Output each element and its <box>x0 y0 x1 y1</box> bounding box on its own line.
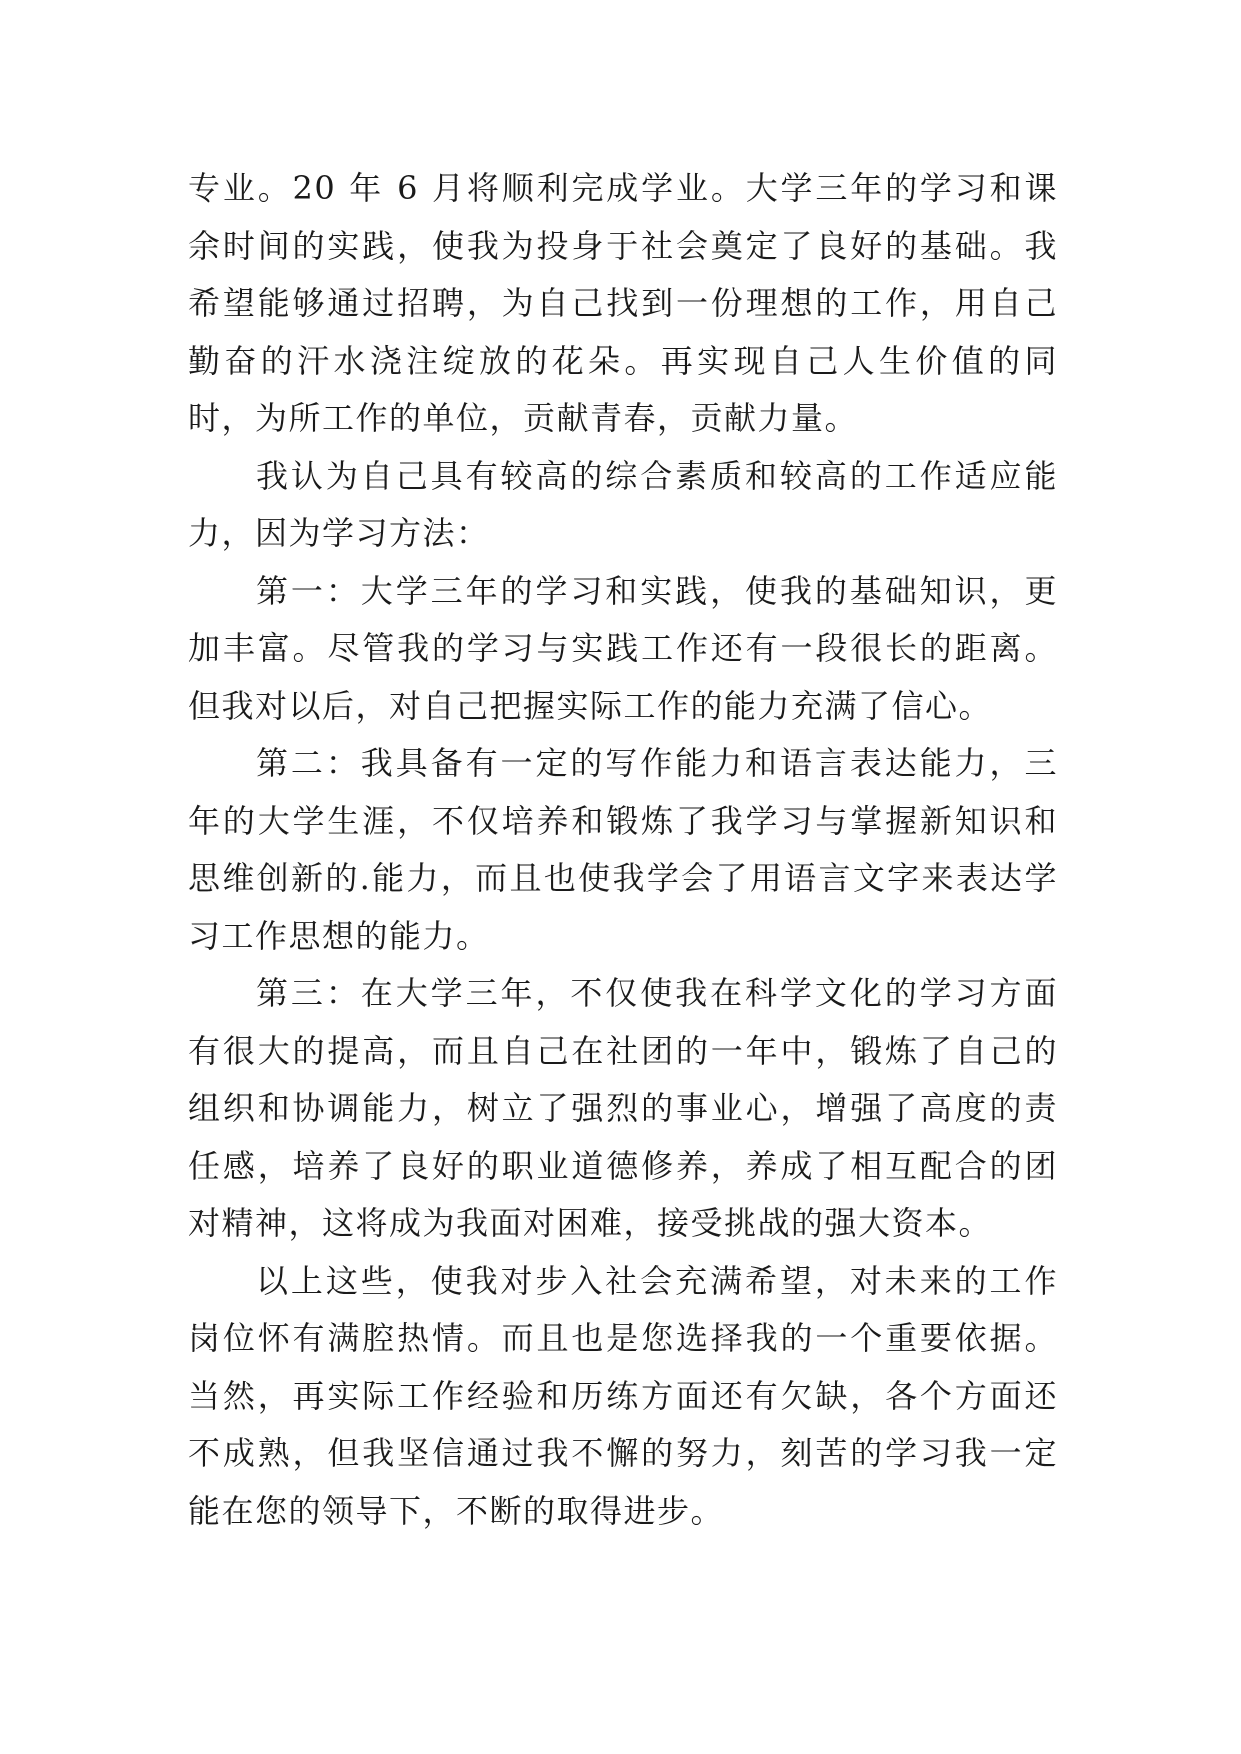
paragraph-conclusion: 以上这些，使我对步入社会充满希望，对未来的工作岗位怀有满腔热情。而且也是您选择我的一个重要依据。当然，再实际工作经验和历练方面还有欠缺，各个方面还不成熟，但我坚信通过我不懈的努力，刻苦的学习我一定能在您的领导下，不断的取得进步。 <box>188 1261 1058 1530</box>
paragraph-point-three: 第三：在大学三年，不仅使我在科学文化的学习方面有很大的提高，而且自己在社团的一年中，锻炼了自己的组织和协调能力，树立了强烈的事业心，增强了高度的责任感，培养了良好的职业道德修养，养成了相互配合的团对精神，这将成为我面对困难，接受挑战的强大资本。 <box>188 974 1058 1242</box>
paragraph-point-two: 第二：我具备有一定的写作能力和语言表达能力，三年的大学生涯，不仅培养和锻炼了我学习与掌握新知识和思维创新的.能力，而且也使我学会了用语言文字来表达学习工作思想的能力。 <box>188 744 1058 955</box>
paragraph-self-assessment: 我认为自己具有较高的综合素质和较高的工作适应能力，因为学习方法： <box>188 456 1058 552</box>
paragraph-intro: 专业。20 年 6 月将顺利完成学业。大学三年的学习和课余时间的实践，使我为投身于社会奠定了良好的基础。我希望能够通过招聘，为自己找到一份理想的工作，用自己勤奋的汗水浇注绽放的花朵。再实现自己人生价值的同时，为所工作的单位，贡献青春，贡献力量。 <box>188 169 1058 437</box>
paragraph-point-one: 第一：大学三年的学习和实践，使我的基础知识，更加丰富。尽管我的学习与实践工作还有一段很长的距离。但我对以后，对自己把握实际工作的能力充满了信心。 <box>188 571 1058 725</box>
document-body <box>188 160 1058 1540</box>
